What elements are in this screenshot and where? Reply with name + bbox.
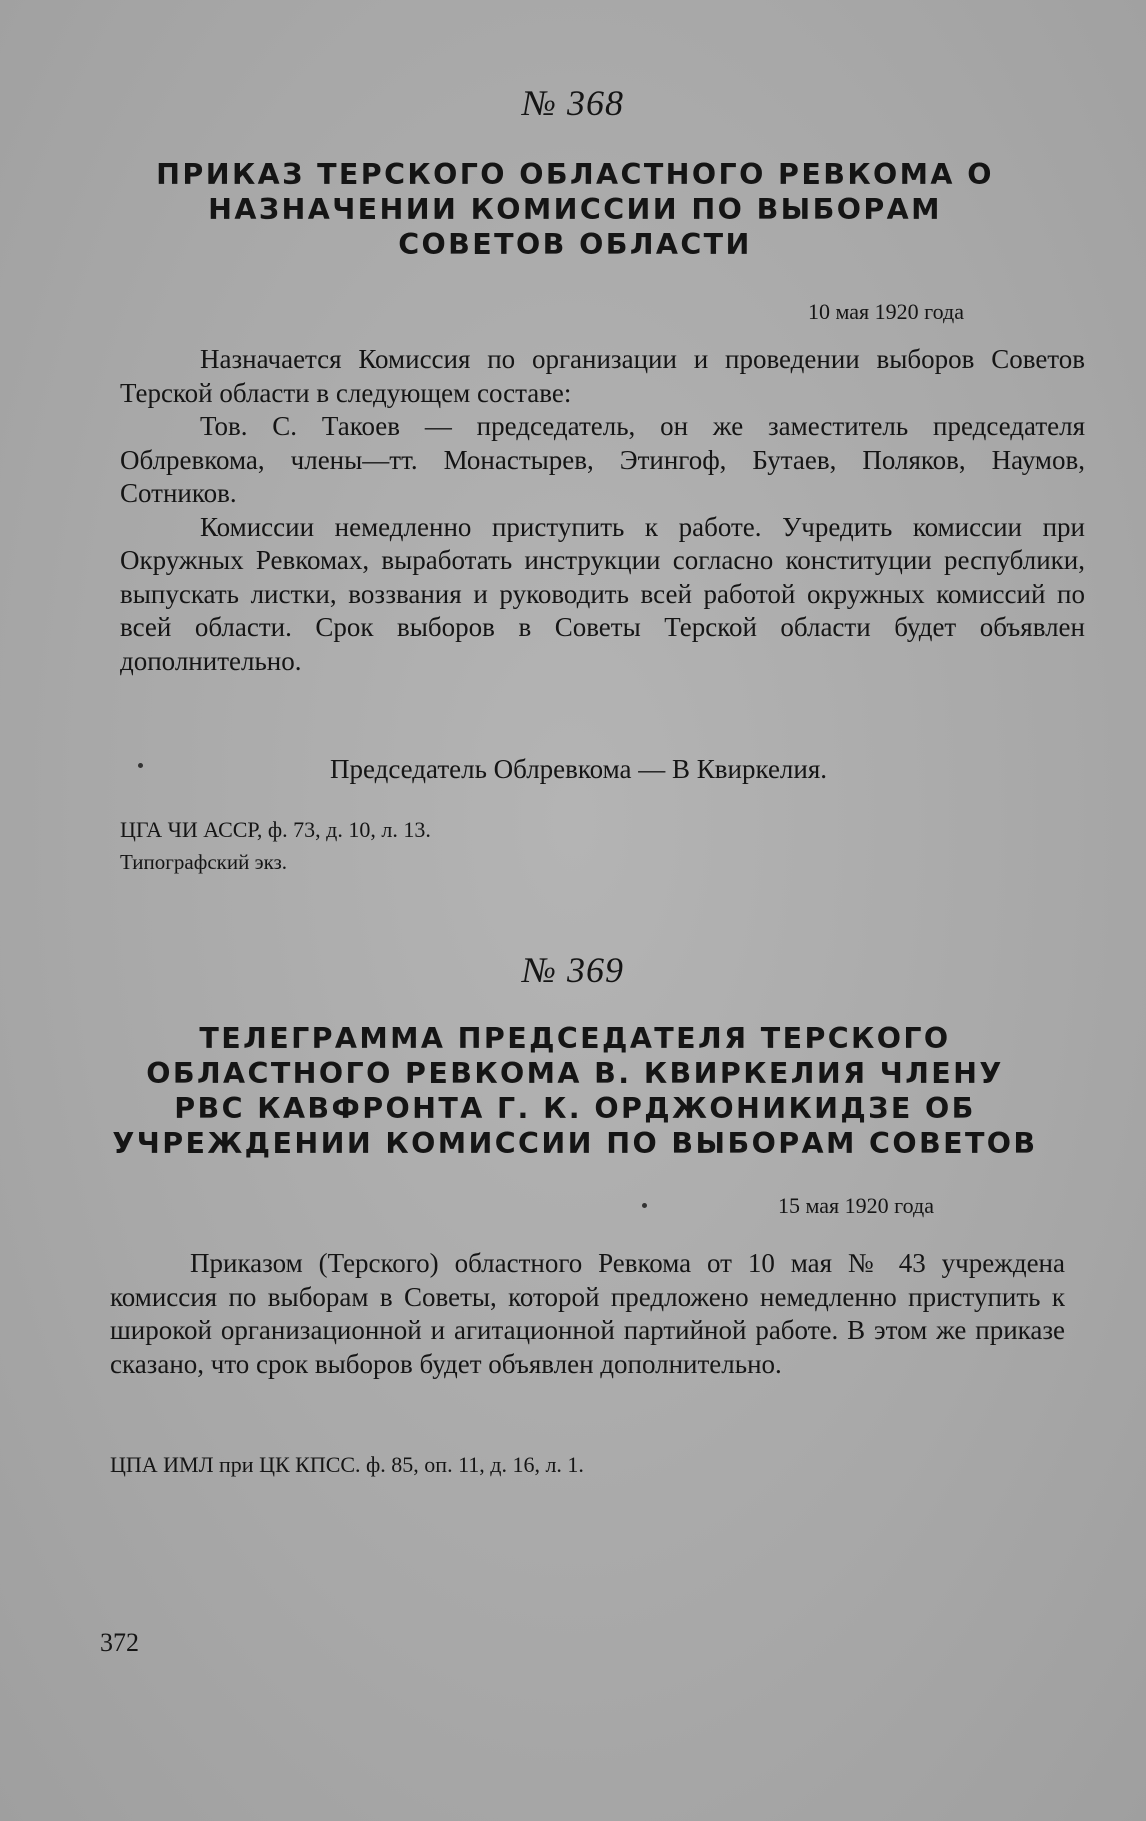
doc-368-title-line: НАЗНАЧЕНИИ КОМИССИИ ПО ВЫБОРАМ [208,193,942,226]
print-speck [642,1203,647,1208]
doc-369-title [110,1021,1040,1161]
doc-368-paragraph: Комиссии немедленно приступить к работе. Учредить комиссии при Окружных Ревкомах, выработать инструкции согласно конституции республики, выпускать листки, воззвания и руководить всей работой окружных комиссий по всей области. Срок выборов в Советы Терской области будет объявлен дополнительно. [120,511,1085,676]
doc-368-number: № 368 [522,83,624,123]
doc-369-title-line: ТЕЛЕГРАММА ПРЕДСЕДАТЕЛЯ ТЕРСКОГО [199,1022,951,1055]
doc-369-number: № 369 [522,950,624,990]
doc-368-date: 10 мая 1920 года [808,299,964,324]
doc-368-title [110,157,1040,262]
doc-369-title-line: УЧРЕЖДЕНИИ КОМИССИИ ПО ВЫБОРАМ СОВЕТОВ [112,1127,1038,1160]
doc-368-title-line: СОВЕТОВ ОБЛАСТИ [398,228,752,261]
doc-368-title-line: ПРИКАЗ ТЕРСКОГО ОБЛАСТНОГО РЕВКОМА О [156,158,994,191]
doc-369-date: 15 мая 1920 года [778,1193,934,1218]
doc-368-paragraph: Назначается Комиссия по организации и проведении выборов Советов Терской области в следующем составе: [120,344,1085,408]
doc-369-archive-ref: ЦПА ИМЛ при ЦК КПСС. ф. 85, оп. 11, д. 16, л. 1. [110,1452,584,1477]
doc-369-title-line: ОБЛАСТНОГО РЕВКОМА В. КВИРКЕЛИЯ ЧЛЕНУ [146,1057,1004,1090]
doc-368-body [120,343,1085,678]
print-speck [138,763,143,768]
doc-369-title-line: РВС КАВФРОНТА Г. К. ОРДЖОНИКИДЗЕ ОБ [174,1092,976,1125]
doc-368-archive-note: Типографский экз. [120,850,288,874]
doc-368-signature: Председатель Облревкома — В Квиркелия. [330,754,828,784]
doc-369-body [110,1247,1065,1381]
doc-369-paragraph: Приказом (Терского) областного Ревкома от 10 мая № 43 учреждена комиссия по выборам в Советы, которой предложено немедленно приступить к широкой организационной и агитационной партийной работе. В этом же приказе сказано, что срок выборов будет объявлен дополнительно. [110,1248,1065,1379]
doc-368-paragraph: Тов. С. Такоев — председатель, он же заместитель председателя Облревкома, члены—тт. Монастырев, Этингоф, Бутаев, Поляков, Наумов, Сотников. [120,411,1085,508]
doc-368-archive-ref: ЦГА ЧИ АССР, ф. 73, д. 10, л. 13. [120,817,431,842]
page-number: 372 [100,1628,139,1657]
